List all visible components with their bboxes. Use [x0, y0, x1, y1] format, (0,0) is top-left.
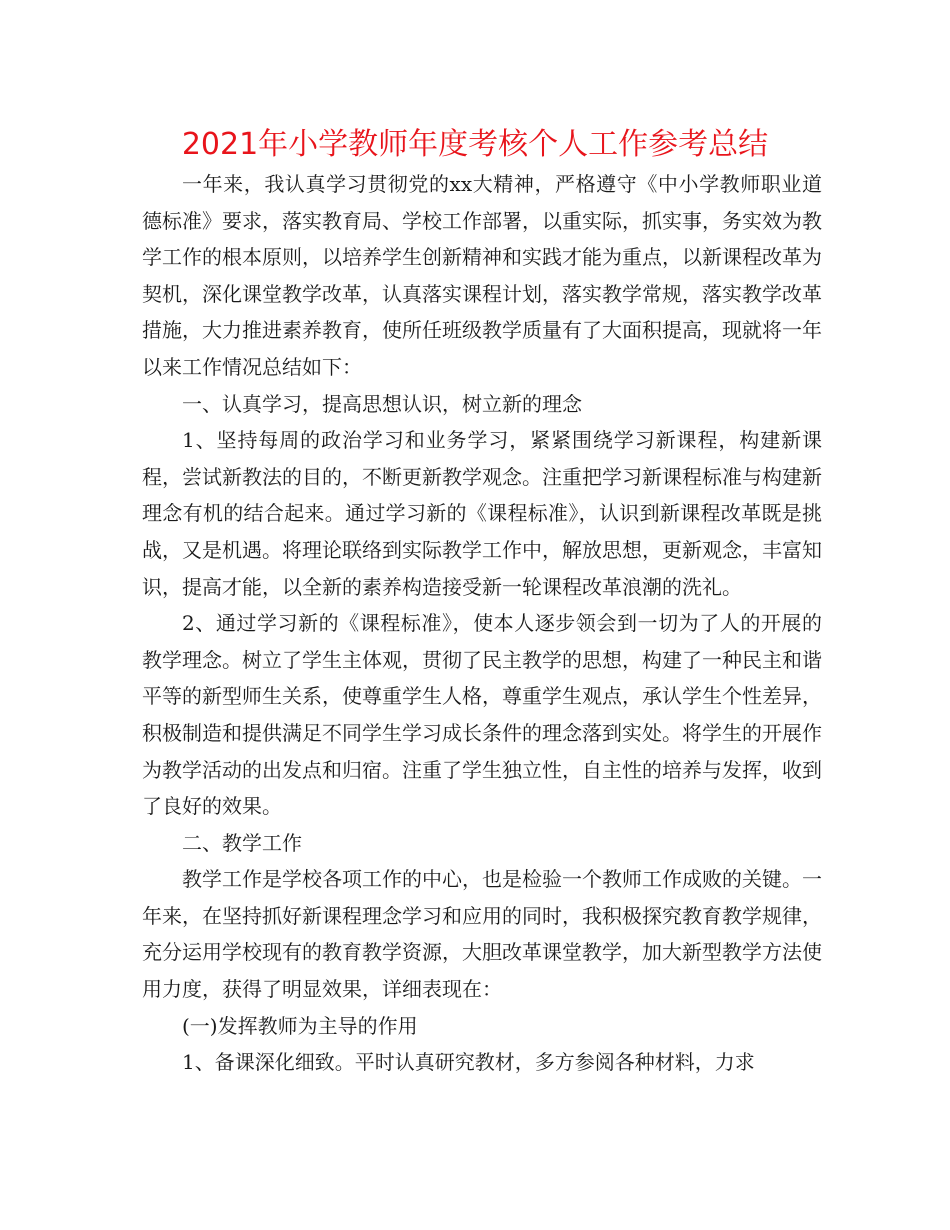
- document-body: [142, 166, 822, 1081]
- subsection-heading-2-1: (一)发挥教师为主导的作用: [182, 1013, 418, 1038]
- paragraph-1-2: 2、通过学习新的《课程标准》，使本人逐步领会到一切为了人的开展的教学理念。树立了学生主体观，贯彻了民主教学的思想，构建了一种民主和谐平等的新型师生关系，使尊重学生人格，尊重学生观点，承认学生个性差异，积极制造和提供满足不同学生学习成长条件的理念落到实处。将学生的开展作为教学活动的出发点和归宿。注重了学生独立性，自主性的培养与发挥，收到了良好的效果。: [142, 611, 822, 819]
- paragraph-2-1-1: 1、备课深化细致。平时认真研究教材，多方参阅各种材料，力求: [182, 1050, 755, 1075]
- paragraph-intro: 一年来，我认真学习贯彻党的xx大精神，严格遵守《中小学教师职业道德标准》要求，落实教育局、学校工作部署，以重实际，抓实事，务实效为教学工作的根本原则，以培养学生创新精神和实践才能为重点，以新课程改革为契机，深化课堂教学改革，认真落实课程计划，落实教学常规，落实教学改革措施，大力推进素养教育，使所任班级教学质量有了大面积提高，现就将一年以来工作情况总结如下：: [142, 172, 822, 379]
- section-heading-2: 二、教学工作: [182, 830, 302, 855]
- section-heading-1: 一、认真学习，提高思想认识，树立新的理念: [182, 391, 582, 416]
- paragraph-1-1: 1、坚持每周的政治学习和业务学习，紧紧围绕学习新课程，构建新课程，尝试新教法的目的，不断更新教学观念。注重把学习新课程标准与构建新理念有机的结合起来。通过学习新的《课程标准》，认识到新课程改革既是挑战，又是机遇。将理论联络到实际教学工作中，解放思想，更新观念，丰富知识，提高才能，以全新的素养构造接受新一轮课程改革浪潮的洗礼。: [142, 428, 822, 599]
- document-title: 2021年小学教师年度考核个人工作参考总结: [181, 127, 769, 162]
- paragraph-2-intro: 教学工作是学校各项工作的中心，也是检验一个教师工作成败的关键。一年来，在坚持抓好新课程理念学习和应用的同时，我积极探究教育教学规律，充分运用学校现有的教育教学资源，大胆改革课堂教学，加大新型教学方法使用力度，获得了明显效果，详细表现在：: [142, 867, 822, 1002]
